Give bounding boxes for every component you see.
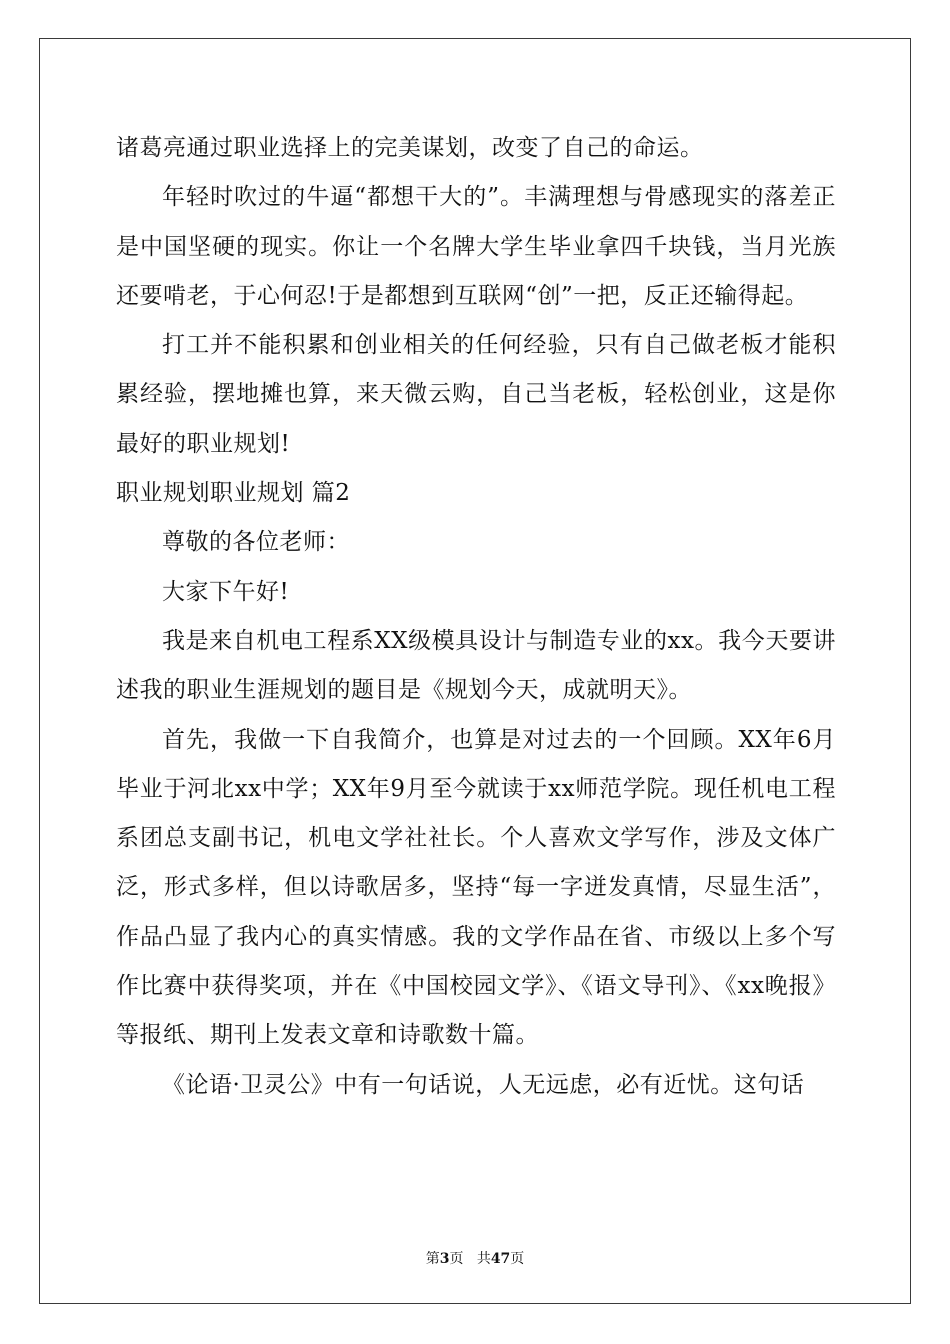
page-suffix: 页 [449, 1251, 464, 1267]
paragraph-self-intro: 首先，我做一下自我简介，也算是对过去的一个回顾。XX年6月毕业于河北xx中学；XX年9月至今就读于xx师范学院。现任机电工程系团总支副书记，机电文学社社长。个人喜欢文学写作，涉及文体广泛，形式多样，但以诗歌居多，坚持“每一字迸发真情，尽显生活”，作品凸显了我内心的真实情感。我的文学作品在省、市级以上多个写作比赛中获得奖项，并在《中国校园文学》、《语文导刊》、《xx晚报》等报纸、期刊上发表文章和诗歌数十篇。 [116, 726, 836, 1049]
paragraph-salutation: 尊敬的各位老师： [162, 529, 350, 556]
paragraph-introduction: 我是来自机电工程系XX级模具设计与制造专业的xx。我今天要讲述我的职业生涯规划的题目是《规划今天，成就明天》。 [116, 627, 836, 704]
current-page-number: 3 [439, 1251, 450, 1267]
paragraph-greeting: 大家下午好! [162, 578, 290, 605]
total-prefix: 共 [476, 1251, 491, 1267]
page-footer [0, 1248, 950, 1268]
total-suffix: 页 [510, 1251, 525, 1267]
page-prefix: 第 [425, 1251, 440, 1267]
paragraph-3: 打工并不能积累和创业相关的任何经验，只有自己做老板才能积累经验，摆地摊也算，来天微云购，自己当老板，轻松创业，这是你最好的职业规划! [116, 332, 836, 457]
total-pages-number: 47 [490, 1251, 511, 1267]
section-heading: 职业规划职业规划 篇2 [116, 480, 351, 507]
document-body [116, 124, 836, 1110]
paragraph-2: 年轻时吹过的牛逼“都想干大的”。丰满理想与骨感现实的落差正是中国坚硬的现实。你让一个名牌大学生毕业拿四千块钱，当月光族还要啃老，于心何忍!于是都想到互联网“创”一把，反正还输得起。 [116, 184, 836, 309]
paragraph-quote: 《论语·卫灵公》中有一句话说，人无远虑，必有近忧。这句话 [162, 1071, 805, 1098]
paragraph-1: 诸葛亮通过职业选择上的完美谋划，改变了自己的命运。 [116, 135, 704, 161]
